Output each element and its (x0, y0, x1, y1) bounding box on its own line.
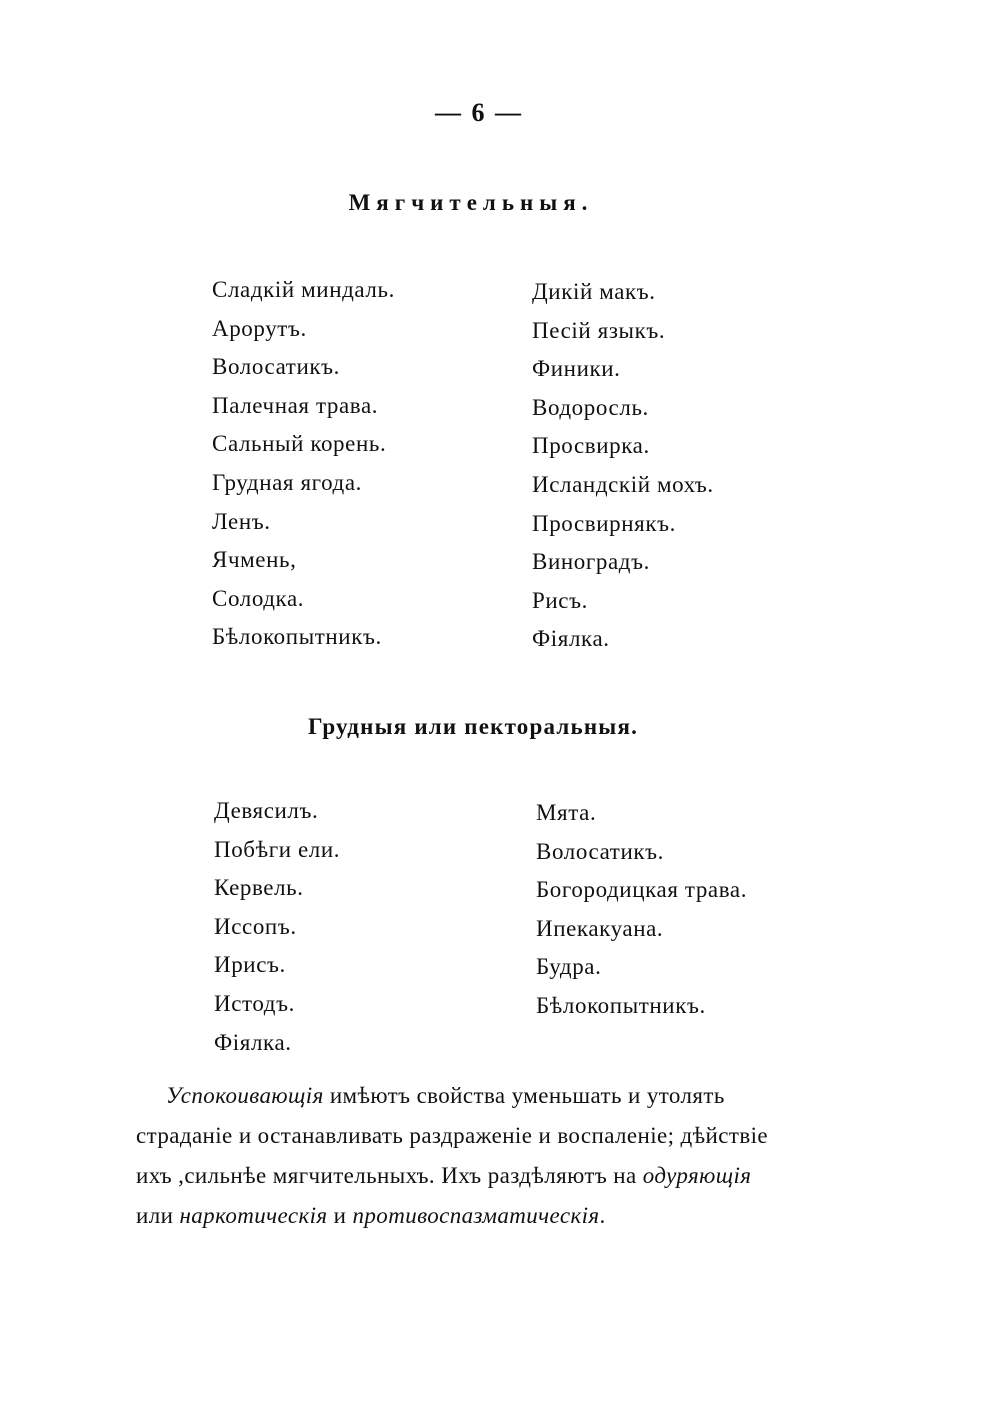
paragraph-line-3 (136, 1156, 826, 1196)
emollients-left-column (212, 271, 395, 657)
list-item: Исландскій мохъ. (532, 471, 714, 497)
paragraph-text: ихъ ,сильнѣе мягчительныхъ. Ихъ раздѣляютъ на (136, 1163, 643, 1188)
list-item: Ипекакуана. (536, 915, 664, 941)
list-item: Водоросль. (532, 394, 649, 420)
section-heading-emollients: Мягчительныя. (348, 190, 594, 215)
term-stupefying: одуряющія (642, 1163, 752, 1188)
list-item: Девясилъ. (214, 798, 319, 823)
page-number: — 6 — (435, 98, 523, 127)
term-narcotic: наркотическія (179, 1203, 328, 1228)
list-item: Кервель. (214, 875, 304, 901)
paragraph-text: и (327, 1203, 353, 1228)
list-item: Фіялка. (532, 626, 610, 652)
list-item: Рисъ. (532, 587, 588, 613)
list-item: Финики. (532, 356, 621, 382)
list-item: Сладкій миндаль. (212, 277, 395, 302)
list-item: Будра. (536, 954, 602, 980)
list-item: Просвирка. (532, 433, 650, 459)
list-item: Волосатикъ. (536, 838, 664, 864)
section-heading-pectorals: Грудныя или пекторальныя. (307, 714, 639, 739)
list-item: Бѣлокопытникъ. (212, 624, 382, 650)
list-item: Ирисъ. (214, 952, 286, 978)
list-item: Волосатикъ. (212, 354, 340, 380)
list-item: Песій языкъ. (532, 317, 666, 343)
paragraph-text: или (136, 1203, 180, 1228)
paragraph-line-1 (136, 1076, 826, 1116)
list-item: Виноградъ. (532, 549, 650, 575)
list-item: Арорутъ. (212, 315, 307, 341)
list-item: Иссопъ. (214, 913, 297, 939)
paragraph-line-4 (136, 1196, 826, 1236)
body-paragraph (136, 1076, 826, 1236)
list-item: Сальный корень. (212, 431, 387, 457)
paragraph-text: имѣютъ свойства уменьшать и утолять (323, 1083, 725, 1108)
list-item: Дикій макъ. (532, 279, 656, 304)
term-antispasmodic: противоспазматическія (352, 1203, 600, 1228)
term-sedatives: Успокоивающія (166, 1083, 324, 1108)
list-item: Мята. (536, 800, 597, 825)
paragraph-text: . (599, 1203, 606, 1228)
list-item: Грудная ягода. (212, 469, 362, 495)
list-item: Истодъ. (214, 990, 295, 1016)
emollients-right-column (532, 273, 714, 659)
list-item: Побѣги ели. (214, 836, 341, 862)
pectorals-right-column (536, 794, 747, 1026)
list-item: Солодка. (212, 585, 305, 611)
list-item: Ленъ. (212, 508, 271, 534)
list-item: Палечная трава. (212, 392, 379, 418)
paragraph-line-2: страданіе и останавливать раздраженіе и воспаленіе; дѣйствіе (136, 1123, 768, 1148)
pectorals-left-column (214, 792, 340, 1062)
list-item: Фіялка. (214, 1029, 292, 1055)
list-item: Просвирнякъ. (532, 510, 676, 536)
list-item: Ячмень, (212, 547, 297, 573)
list-item: Бѣлокопытникъ. (536, 992, 706, 1018)
list-item: Богородицкая трава. (536, 877, 748, 903)
